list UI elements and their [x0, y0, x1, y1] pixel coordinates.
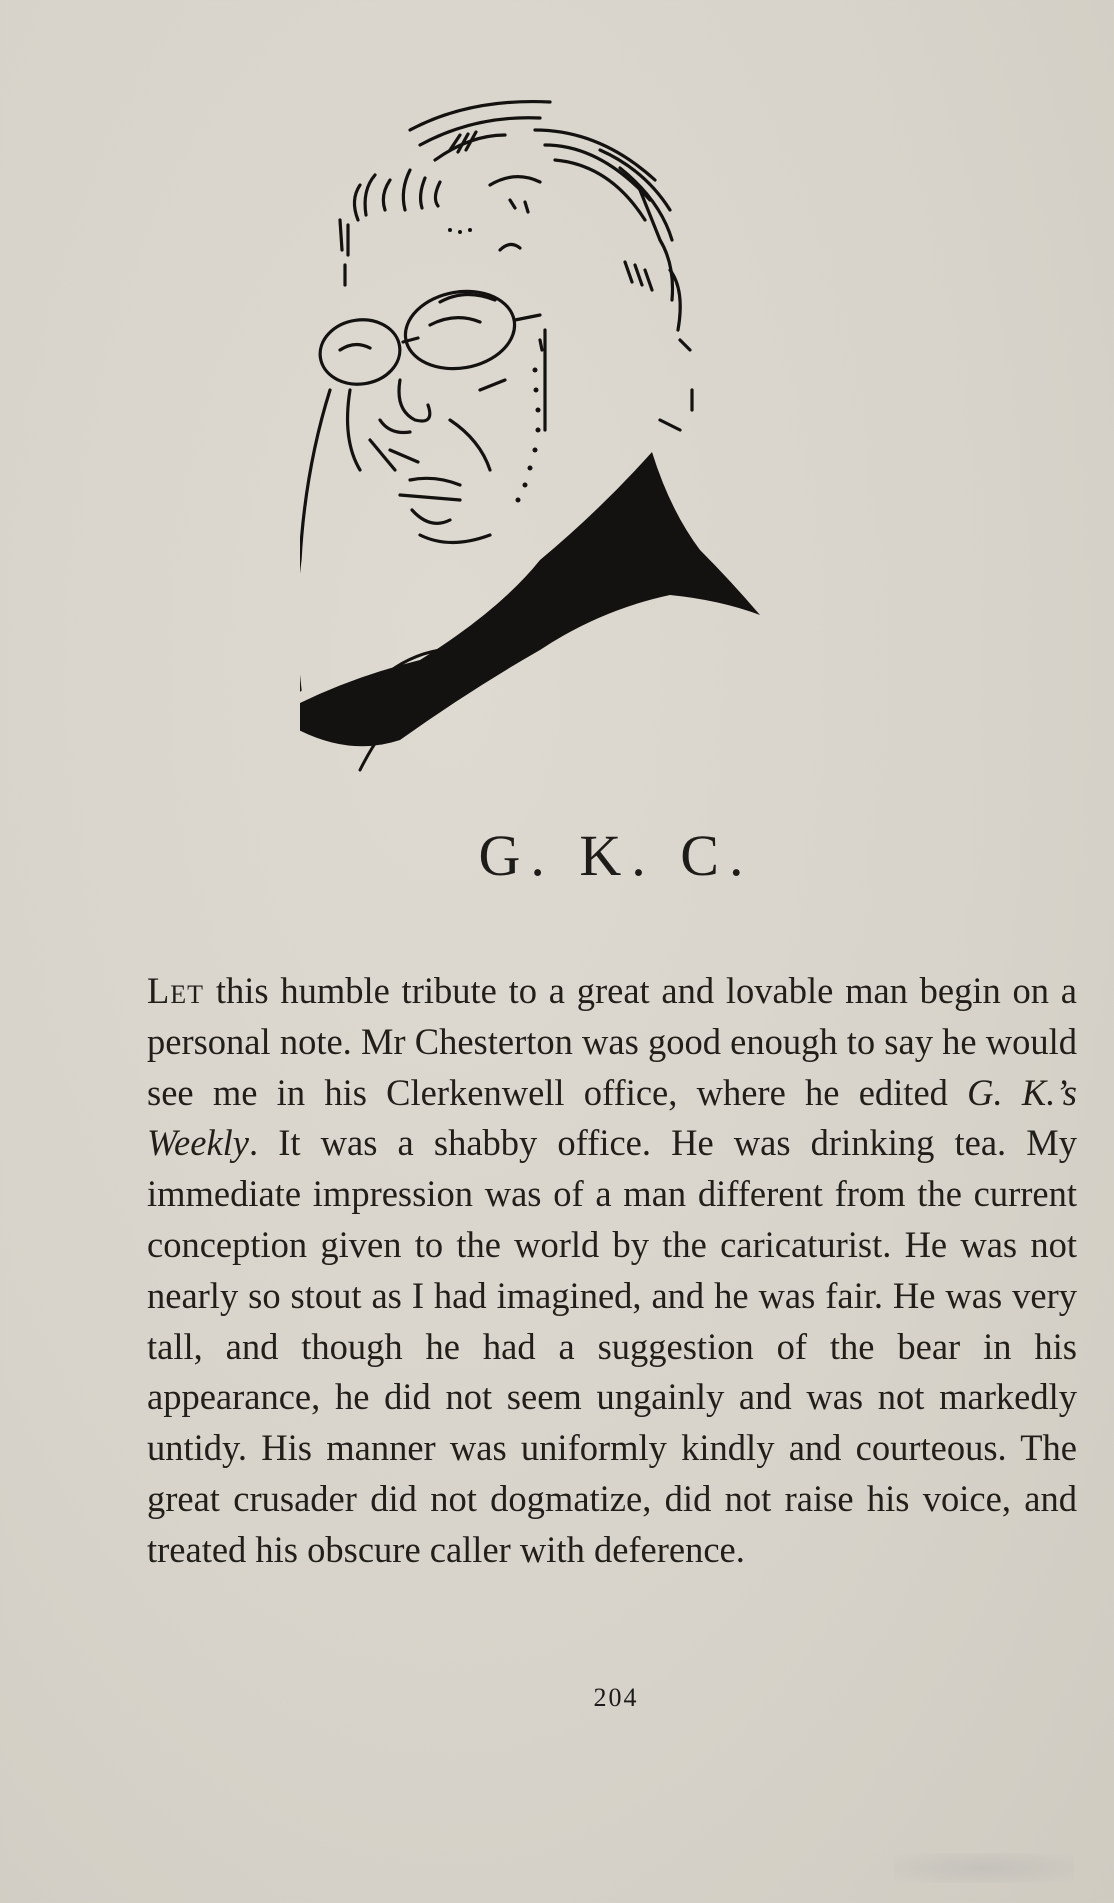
page-number: 204 [593, 1683, 639, 1712]
paragraph-text-part-2: . It was a shabby office. He was drinking tea. My immediate impression was of a man different from the current conception given to the world by the caricaturist. He was not nearly so stout as I had imagined, and he was fair. He was very tall, and though he had a suggestion of the bear in his appearance, he did not seem ungainly and was not markedly untidy. His manner was uniformly kindly and courteous. The great crusader did not dogmatize, did not raise his voice, and treated his obscure caller with deference. [147, 1122, 1077, 1570]
paragraph-text-part-1: this humble tribute to a great and lovable man begin on a personal note. Mr Chesterton was good enough to say he would see me in his Clerkenwell office, where he edited [147, 970, 1077, 1113]
lead-word: Let [147, 970, 205, 1011]
body-paragraph [147, 966, 1077, 1576]
portrait-illustration [300, 90, 920, 780]
italic-publication-title: G. K.’s Weekly [147, 1071, 1077, 1164]
paper-stain [894, 1853, 1074, 1883]
section-heading: G. K. C. [478, 823, 754, 888]
